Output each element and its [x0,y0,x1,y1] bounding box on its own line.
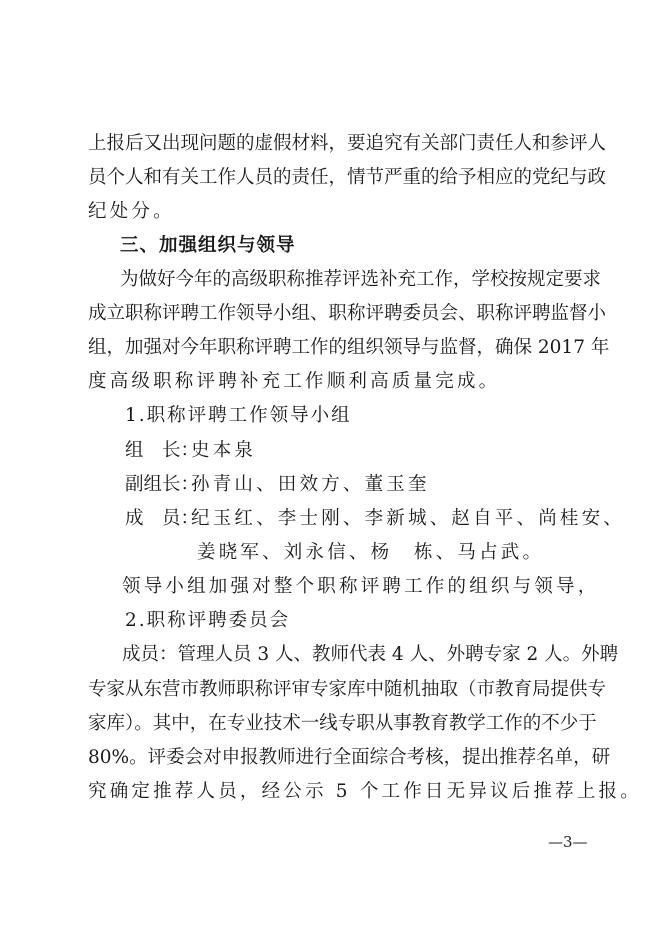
leader-label: 组 长： [125,440,200,461]
paragraph-line: 度高级职称评聘补充工作顺利高质量完成。 [88,371,501,392]
paragraph-line: 80%。评委会对申报教师进行全面综合考核，提出推荐名单，研 [88,747,611,768]
paragraph-line: 领导小组加强对整个职称评聘工作的组织与领导， [122,576,600,597]
paragraph-line: 家库）。其中，在专业技术一线专职从事教育教学工作的不少于 [88,713,597,734]
paragraph-line: 成员：管理人员 3 人、教师代表 4 人、外聘专家 2 人。外聘 [122,644,619,665]
paragraph-line: 纪处分。 [88,201,175,222]
leader-row [125,440,617,462]
paragraph-line: 究确定推荐人员，经公示 5 个工作日无异议后推荐上报。 [88,781,642,802]
paragraph-line: 成立职称评聘工作领导小组、职称评聘委员会、职称评聘监督小 [88,303,607,324]
section-heading: 三、加强组织与领导 [120,235,296,256]
page-number: —3— [548,833,588,851]
deputy-row [125,474,617,496]
members-row [125,508,626,530]
paragraph-line: 组，加强对今年职称评聘工作的组织领导与监督，确保 2017 年 [88,337,610,358]
subsection-title: 2.职称评聘委员会 [125,610,291,631]
members-continued: 姜晓军、刘永信、杨 栋、马占武。 [197,542,545,563]
subsection-title: 1.职称评聘工作领导小组 [125,405,352,426]
member-names: 纪玉红、李士刚、李新城、赵自平、尚桂安、 [191,508,626,529]
deputy-names: 孙青山、田效方、董玉奎 [191,474,430,495]
paragraph-line: 专家从东营市教师职称评审专家库中随机抽取（市教育局提供专 [88,679,607,700]
paragraph-line: 上报后又出现问题的虚假材料，要追究有关部门责任人和参评人 [88,133,607,154]
paragraph-line: 员个人和有关工作人员的责任，情节严重的给予相应的党纪与政 [88,167,607,188]
deputy-label: 副组长： [125,474,200,495]
leader-name: 史本泉 [191,440,257,461]
members-label: 成 员： [125,508,200,529]
paragraph-line: 为做好今年的高级职称推荐评选补充工作，学校按规定要求 [120,269,602,290]
